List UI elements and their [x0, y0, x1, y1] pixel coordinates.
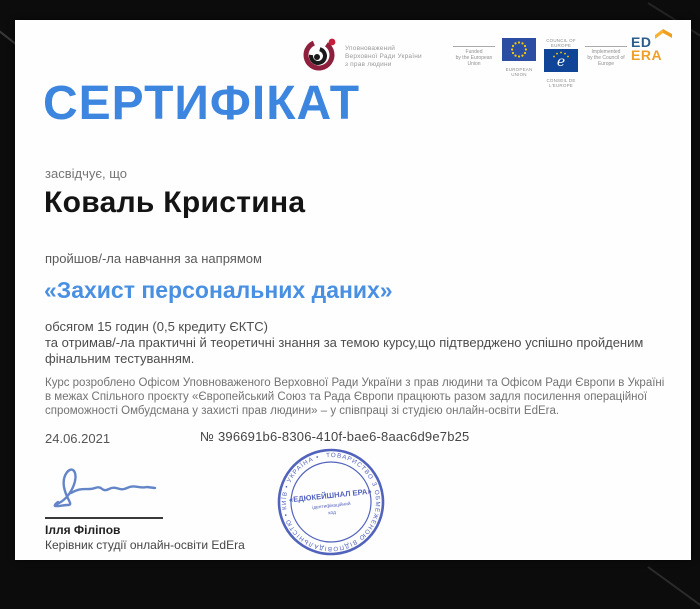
- eu-flag-caption: EUROPEAN UNION: [505, 67, 533, 77]
- ombudsman-eye-icon: [301, 34, 339, 79]
- corner-crease-bottom-right: [647, 566, 700, 609]
- eu-coe-logos: [453, 38, 627, 88]
- stamp-center-title: «ЕДЮКЕЙШНАЛ ЕРА»: [288, 486, 373, 505]
- signature-line: [45, 517, 163, 519]
- signer-title: Керівник студії онлайн-освіти EdEra: [45, 538, 245, 552]
- stamp-center-line2: ідентифікаційний: [312, 501, 351, 511]
- scope-line2: та отримав/-ла практичні й теоретичні знання за темою курсу,що підтверджено успішно пройденим фінальним тестуванням.: [45, 335, 644, 366]
- coe-bottom-caption: CONSEIL DE L'EUROPE: [546, 78, 576, 88]
- edera-logo: [631, 36, 662, 62]
- funded-line2: by the European Union: [455, 55, 493, 67]
- handwritten-signature: [41, 460, 171, 521]
- company-round-stamp: [269, 440, 392, 563]
- certificate-title: СЕРТИФІКАТ: [43, 77, 361, 130]
- coe-implemented-caption: [585, 38, 627, 67]
- signer-name: Ілля Філіпов: [45, 523, 121, 537]
- recipient-name: Коваль Кристина: [44, 186, 306, 219]
- certificate-page: [15, 20, 691, 560]
- implemented-line1: Implemented: [591, 49, 621, 55]
- eu-flag-icon: [502, 48, 536, 65]
- eu-funded-caption: [453, 38, 495, 67]
- open-book-icon: [653, 29, 673, 45]
- ombudsman-line1: Уповноважений: [345, 44, 396, 52]
- funded-line1: Funded: [465, 49, 483, 55]
- edera-era: ERA: [631, 47, 663, 63]
- certificate-number: № 396691b6-8306-410f-bae6-8aac6d9e7b25: [200, 429, 470, 444]
- header-logos: [15, 28, 691, 88]
- training-label: пройшов/-ла навчання за напрямом: [45, 251, 262, 266]
- certifies-label: засвідчує, що: [45, 166, 127, 181]
- scope-paragraph: [45, 319, 693, 367]
- ombudsman-logo: [301, 34, 422, 79]
- scope-line1: обсягом 15 годин (0,5 кредиту ЄКТС): [45, 319, 268, 334]
- svg-text:e: e: [556, 54, 566, 70]
- coe-flag-icon: [544, 54, 578, 76]
- divider: [585, 46, 627, 47]
- issue-date: 24.06.2021: [45, 431, 111, 446]
- divider: [453, 46, 495, 47]
- implemented-line2: by the Council of Europe: [587, 55, 625, 67]
- stamp-center-line3: код: [328, 510, 337, 517]
- ombudsman-line2: Верховної Ради України: [345, 52, 422, 60]
- course-title: «Захист персональних даних»: [44, 277, 393, 303]
- course-description: Курс розроблено Офісом Уповноваженого Верховної Ради України з прав людини та Офісом Ради Європи в Україні в межах Спільного проєкту «Європейський Союз та Рада Європи працюють разом задля посилення операційної спроможності Омбудсмана у захисті прав людини» – у співпраці зі студією онлайн-освіти EdEra.: [45, 377, 665, 417]
- edera-ed: ED: [631, 34, 652, 50]
- ombudsman-text: [345, 45, 422, 69]
- coe-top-caption: COUNCIL OF EUROPE: [546, 38, 576, 48]
- coe-logo: [543, 38, 579, 88]
- stamp-ring-text: ТОВАРИСТВО З ОБМЕЖЕНОЮ ВІДПОВІДАЛЬНІСТЮ • КИЇВ • УКРАЇНА •: [280, 451, 382, 553]
- ombudsman-line3: з прав людини: [345, 60, 392, 68]
- eu-flag-logo: [501, 38, 537, 77]
